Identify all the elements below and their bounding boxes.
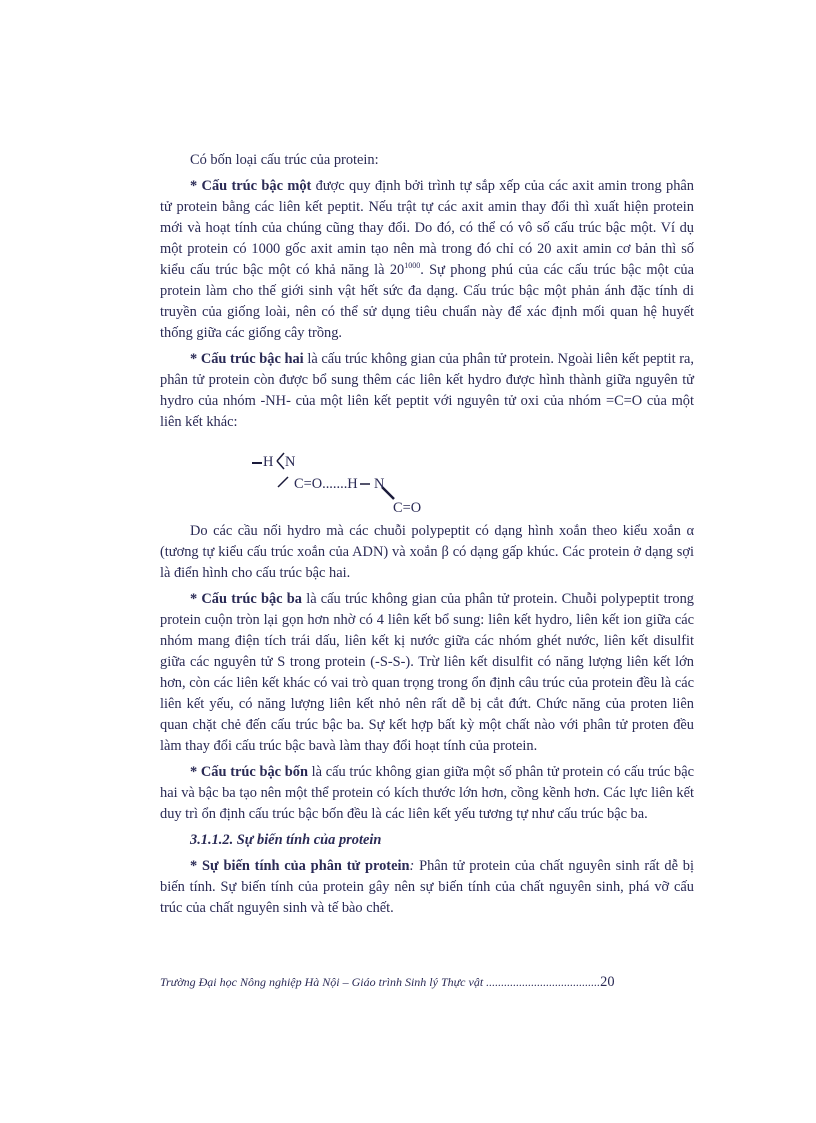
- hydrogen-bond-formula: [160, 443, 694, 521]
- page-body: [160, 150, 694, 924]
- intro-paragraph: Có bốn loại cấu trúc của protein:: [190, 152, 379, 168]
- formula-co2: C=O: [393, 500, 422, 516]
- tertiary-structure-paragraph: [160, 589, 694, 757]
- secondary-structure-text: là cấu trúc không gian của phân tử protein. Ngoài liên kết peptit ra, phân tử protein còn được bổ sung thêm các liên kết hydro được hình thành giữa nguyên tử hydro của nhóm -NH- của một liên kết peptit với nguyên tử oxi của nhóm =C=O của một liên kết khác:: [160, 351, 695, 430]
- primary-structure-paragraph: [160, 176, 694, 344]
- page-number: 20: [600, 974, 615, 990]
- footer-text: Trường Đại học Nông nghiệp Hà Nội – Giáo trình Sinh lý Thực vật ......................................: [160, 975, 601, 989]
- formula-h1: H: [263, 454, 274, 470]
- primary-structure-text-end: . Sự phong phú của các cấu trúc bậc một của protein làm cho thế giới sinh vật hết sức đa dạng. Cấu trúc bậc một phản ánh đặc tính di truyền của giống loài, nên có thể sử dụng tiêu chuẩn này để xác định mối quan hệ huyết thống giữa các giống cây trồng.: [160, 262, 694, 341]
- formula-n2: N: [374, 476, 385, 492]
- secondary-followup-paragraph: Do các cầu nối hydro mà các chuỗi polypeptit có dạng hình xoắn theo kiểu xoắn α (tương tự kiểu cấu trúc xoắn của ADN) và xoắn β có dạng gấp khúc. Các protein ở dạng sợi là điển hình cho cấu trúc bậc hai.: [160, 523, 694, 581]
- tertiary-structure-text: là cấu trúc không gian của phân tử protein. Chuỗi polypeptit trong protein cuộn tròn lại gọn hơn nhờ có 4 liên kết bổ sung: liên kết hydro, liên kết ion giữa các nhóm mang điện tích trái dấu, liên kết kị nước giữa các nhóm ghét nước, liên kết disulfit giữa các nguyên tử S trong protein (-S-S-). Trừ liên kết disulfit có năng lượng liên kết lớn hơn, còn các liên kết khác có vai trò quan trọng trong ổn định câu trúc của protein đều là các liên kết yếu, có năng lượng liên kết nhỏ nên rất dễ bị cắt đứt. Chức năng của proten liên quan chặt chẻ đến cấu trúc bậc ba. Sự kết hợp bất kỳ một chất nào với phân tử proten đều làm thay đổi cấu trúc bậc bavà làm thay đổi hoạt tính của protein.: [160, 591, 694, 754]
- section-title: 3.1.1.2. Sự biến tính của protein: [190, 832, 382, 848]
- formula-bonds: [160, 443, 694, 521]
- secondary-structure-heading: * Cấu trúc bậc hai: [190, 351, 304, 367]
- primary-structure-text: được quy định bởi trình tự sắp xếp của các axit amin trong phân tử protein bằng các liên kết peptit. Nếu trật tự các axit amin thay đổi thì xuất hiện protein mới và hoạt tính của chúng cũng thay đổi. Do đó, có thể có vô số cấu trúc bậc một. Ví dụ một protein có 1000 gốc axit amin tạo nên mà trong đó chỉ có 20 axit amin cơ bản thì số kiểu cấu trúc bậc một có khả năng là 20: [160, 178, 694, 278]
- quaternary-structure-paragraph: [160, 762, 694, 825]
- primary-structure-heading: * Cấu trúc bậc một: [190, 178, 312, 194]
- formula-n1: N: [285, 454, 296, 470]
- page-footer: [160, 974, 656, 991]
- formula-co-chain: C=O.......H: [294, 476, 358, 492]
- denaturation-paragraph: [160, 856, 694, 919]
- quaternary-structure-heading: * Cấu trúc bậc bốn: [190, 764, 308, 780]
- exponent: 1000: [404, 261, 421, 271]
- bond-line-diagonal: [278, 477, 288, 487]
- denaturation-text: Phân tử protein của chất nguyên sinh rất dễ bị biến tính. Sự biến tính của protein gây nên sự biến tính của chất nguyên sinh, phá vỡ cấu trúc của chất nguyên sinh và tế bào chết.: [160, 858, 695, 916]
- bond-line-upper: [277, 453, 284, 461]
- denaturation-colon: :: [409, 858, 415, 874]
- tertiary-structure-heading: * Cấu trúc bậc ba: [190, 591, 302, 607]
- denaturation-heading: * Sự biến tính của phân tử protein: [190, 858, 410, 874]
- quaternary-structure-text: là cấu trúc không gian giữa một số phân tử protein có cấu trúc bậc hai và bậc ba tạo nên một thể protein có kích thước lớn hơn, cồng kềnh hơn. Các lực liên kết duy trì ổn định cấu trúc bậc bốn đều là các liên kết yếu tương tự như cấu trúc bậc ba.: [160, 764, 694, 822]
- secondary-structure-paragraph: [160, 349, 694, 433]
- bond-line-lower: [277, 461, 284, 469]
